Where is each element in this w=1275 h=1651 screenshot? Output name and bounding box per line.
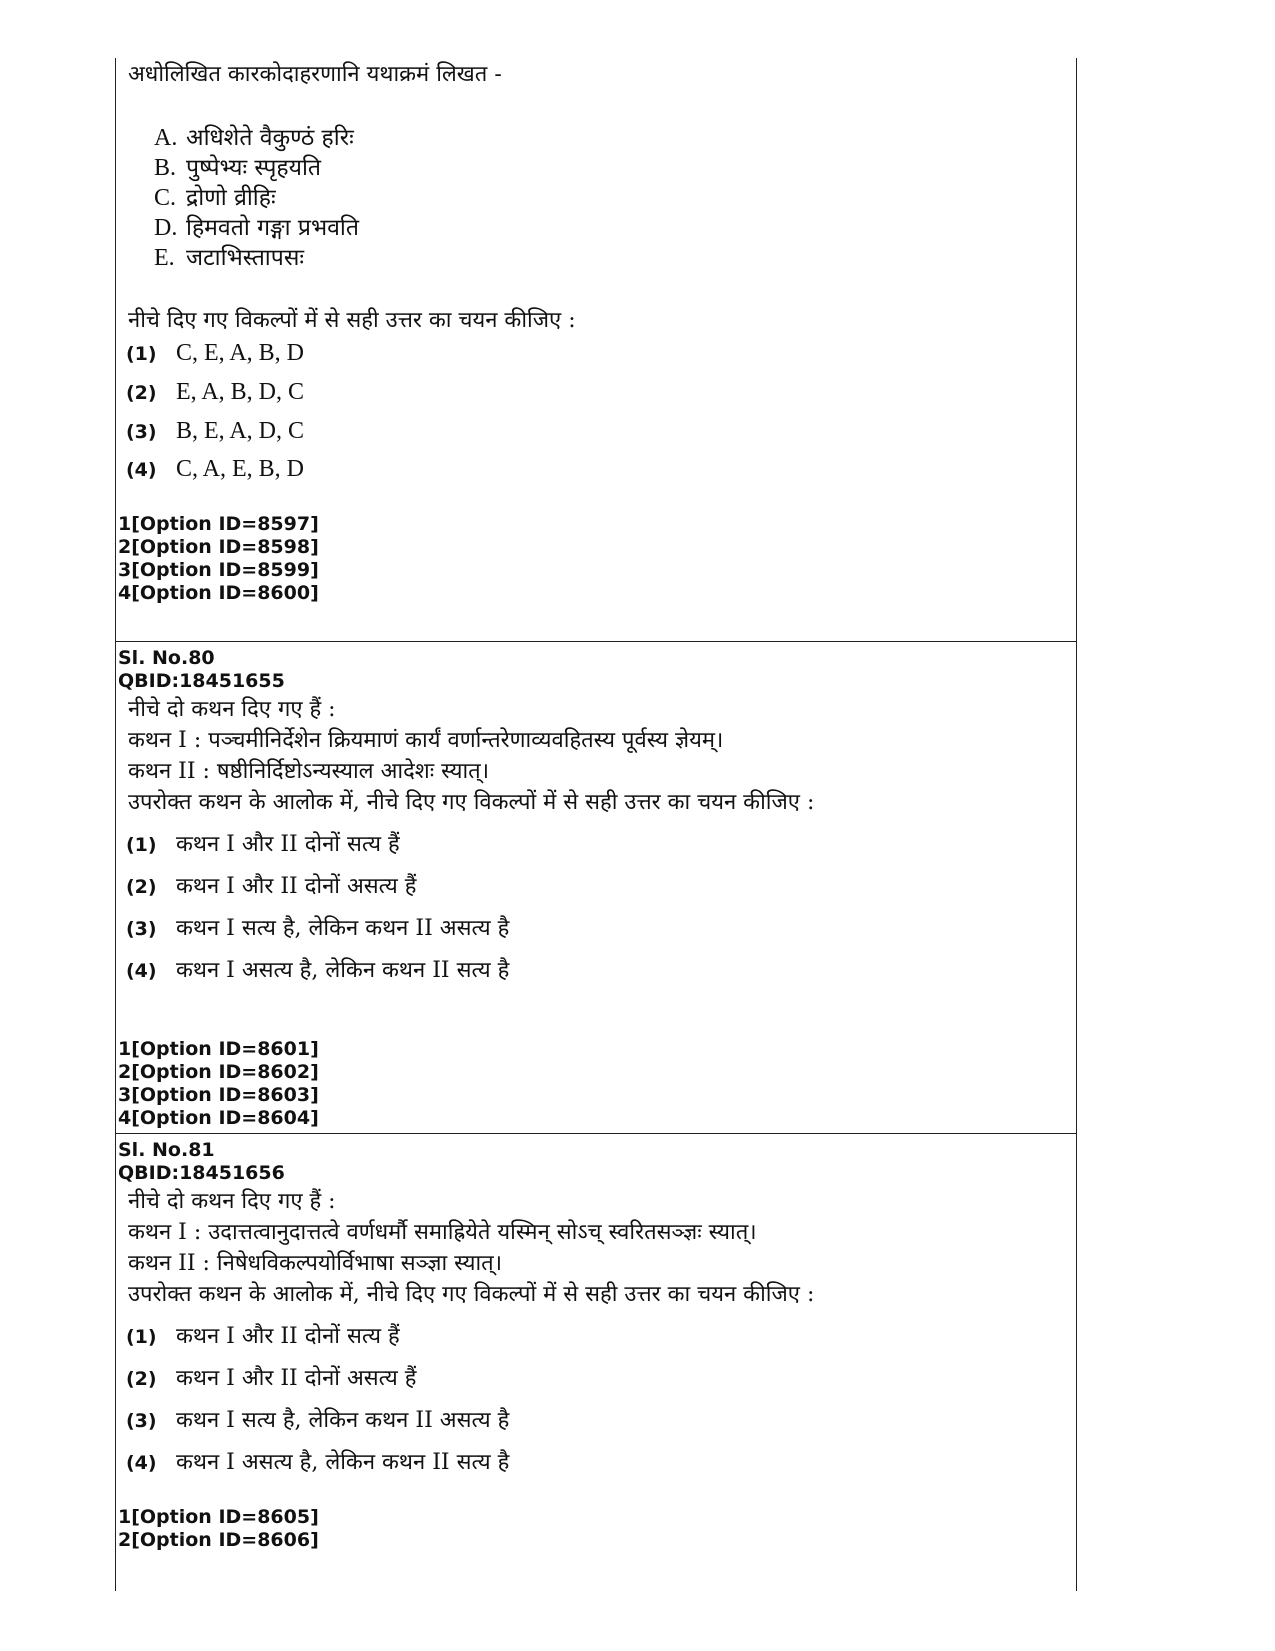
option-text: C, E, A, B, D [176, 340, 305, 366]
option-2[interactable] [126, 379, 304, 406]
option-text: कथन I असत्य है, लेकिन कथन II सत्य है [176, 1450, 510, 1475]
item-a [154, 120, 354, 152]
item-text: जटाभिस्तापसः [186, 245, 305, 271]
statement-1: कथन I : उदात्तत्वानुदात्तत्वे वर्णधर्मौ समाह्रियेते यस्मिन् सोऽच् स्वरितसञ्ज्ञः स्यात्। [128, 1220, 757, 1245]
option-text: कथन I और II दोनों सत्य हैं [176, 832, 400, 857]
question-79-block [116, 58, 1076, 641]
option-1[interactable] [126, 828, 400, 858]
item-e [154, 240, 304, 272]
option-text: B, E, A, D, C [176, 418, 305, 444]
item-text: द्रोणो व्रीहिः [186, 185, 276, 211]
option-id: 1[Option ID=8597] [118, 513, 319, 535]
option-number: (3) [126, 918, 157, 940]
item-text: हिमवतो गङ्गा प्रभवति [186, 215, 359, 241]
option-id: 4[Option ID=8600] [118, 582, 319, 604]
choose-instruction: उपरोक्त कथन के आलोक में, नीचे दिए गए विकल्पों में से सही उत्तर का चयन कीजिए : [128, 790, 815, 815]
option-3[interactable] [126, 912, 509, 942]
option-text: कथन I सत्य है, लेकिन कथन II असत्य है [176, 916, 510, 941]
option-text: कथन I सत्य है, लेकिन कथन II असत्य है [176, 1408, 510, 1433]
option-id: 1[Option ID=8601] [118, 1038, 319, 1060]
option-id-list [118, 1038, 319, 1130]
option-text: कथन I और II दोनों सत्य हैं [176, 1324, 400, 1349]
option-id: 2[Option ID=8598] [118, 536, 319, 558]
qbid: QBID:18451655 [118, 670, 285, 692]
item-b [154, 150, 321, 182]
option-4[interactable] [126, 456, 304, 483]
item-c [154, 180, 276, 212]
item-text: अधिशेते वैकुण्ठं हरिः [186, 125, 354, 151]
item-letter: A. [154, 125, 178, 151]
option-id: 3[Option ID=8599] [118, 559, 319, 581]
option-id-list [118, 513, 319, 605]
question-meta [118, 647, 285, 693]
item-letter: D. [154, 215, 178, 241]
option-number: (1) [126, 1326, 157, 1348]
option-number: (1) [126, 834, 157, 856]
option-4[interactable] [126, 1446, 509, 1476]
option-text: कथन I असत्य है, लेकिन कथन II सत्य है [176, 958, 510, 983]
item-letter: E. [154, 245, 175, 271]
option-1[interactable] [126, 340, 304, 367]
option-id: 3[Option ID=8603] [118, 1084, 319, 1106]
item-text: पुष्पेभ्यः स्पृहयति [186, 155, 322, 181]
question-80-block [116, 641, 1076, 1134]
choose-instruction: नीचे दिए गए विकल्पों में से सही उत्तर का चयन कीजिए : [128, 308, 576, 333]
statements-intro: नीचे दो कथन दिए गए हैं : [128, 697, 336, 722]
option-number: (2) [126, 876, 157, 898]
choose-instruction: उपरोक्त कथन के आलोक में, नीचे दिए गए विकल्पों में से सही उत्तर का चयन कीजिए : [128, 1282, 815, 1307]
option-id: 2[Option ID=8602] [118, 1061, 319, 1083]
option-number: (2) [126, 1368, 157, 1390]
item-d [154, 210, 359, 242]
option-number: (3) [126, 421, 157, 443]
option-number: (4) [126, 960, 157, 982]
option-id-list [118, 1506, 319, 1552]
question-table [115, 58, 1077, 1591]
option-number: (4) [126, 1452, 157, 1474]
option-number: (1) [126, 343, 157, 365]
serial-number: Sl. No.80 [118, 647, 215, 669]
statements-intro: नीचे दो कथन दिए गए हैं : [128, 1189, 336, 1214]
question-81-block [116, 1133, 1076, 1592]
option-number: (2) [126, 382, 157, 404]
option-3[interactable] [126, 418, 304, 445]
statement-2: कथन II : निषेधविकल्पयोर्विभाषा सञ्ज्ञा स्यात्। [128, 1251, 503, 1276]
option-text: कथन I और II दोनों असत्य हैं [176, 874, 417, 899]
option-3[interactable] [126, 1404, 509, 1434]
option-number: (4) [126, 459, 157, 481]
option-text: कथन I और II दोनों असत्य हैं [176, 1366, 417, 1391]
option-text: C, A, E, B, D [176, 456, 305, 482]
option-number: (3) [126, 1410, 157, 1432]
option-id: 4[Option ID=8604] [118, 1107, 319, 1129]
item-letter: C. [154, 185, 177, 211]
serial-number: Sl. No.81 [118, 1139, 215, 1161]
item-letter: B. [154, 155, 177, 181]
question-meta [118, 1139, 285, 1185]
option-2[interactable] [126, 870, 417, 900]
option-1[interactable] [126, 1320, 400, 1350]
option-id: 1[Option ID=8605] [118, 1506, 319, 1528]
statement-1: कथन I : पञ्चमीनिर्देशेन क्रियमाणं कार्यं वर्णान्तरेणाव्यवहितस्य पूर्वस्य ज्ञेयम्। [128, 728, 724, 753]
statement-2: कथन II : षष्ठीनिर्दिष्टोऽन्यस्याल आदेशः स्यात्। [128, 759, 490, 784]
question-prompt: अधोलिखित कारकोदाहरणानि यथाक्रमं लिखत - [128, 62, 502, 87]
option-text: E, A, B, D, C [176, 379, 305, 405]
qbid: QBID:18451656 [118, 1162, 285, 1184]
option-2[interactable] [126, 1362, 417, 1392]
option-id: 2[Option ID=8606] [118, 1529, 319, 1551]
option-4[interactable] [126, 954, 509, 984]
